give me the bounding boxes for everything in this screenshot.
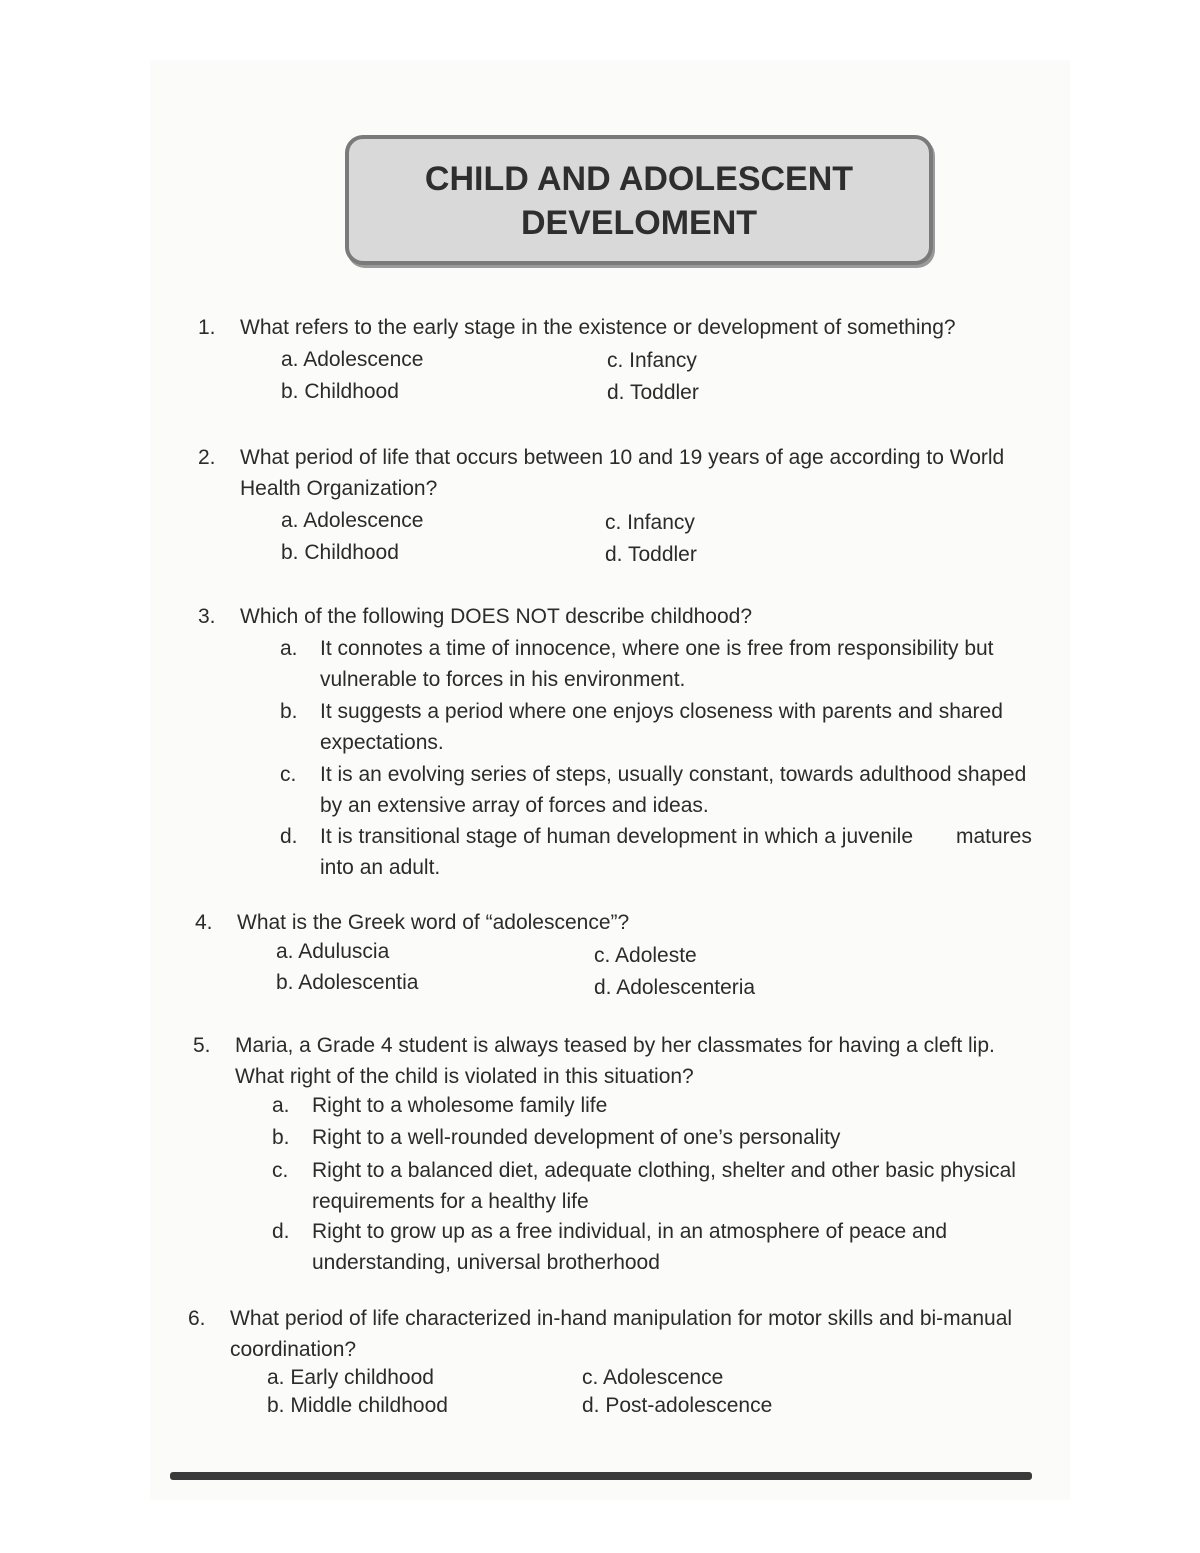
question-5: [193, 1030, 1043, 1092]
option-c: c. Adoleste: [594, 944, 697, 967]
option-a: [280, 633, 1040, 695]
option-text-line-1: Right to a wholesome family life: [312, 1094, 608, 1117]
option-label: c.: [280, 763, 297, 786]
option-d: [272, 1216, 1032, 1278]
option-a: a. Adolescence: [281, 509, 424, 532]
option-a: a. Aduluscia: [276, 940, 390, 963]
option-label: c.: [272, 1159, 289, 1182]
question-text-line-2: coordination?: [230, 1338, 357, 1361]
option-text-line-2: requirements for a healthy life: [312, 1190, 589, 1213]
question-text-line-2: Health Organization?: [240, 477, 438, 500]
option-text-line-1: Right to a well-rounded development of one’s personality: [312, 1126, 841, 1149]
option-c: c. Infancy: [605, 511, 695, 534]
option-text-line-1: It is an evolving series of steps, usually constant, towards adulthood shaped: [320, 763, 1027, 786]
option-b: b. Middle childhood: [267, 1394, 448, 1417]
question-number: 4.: [195, 911, 213, 934]
option-label: b.: [280, 700, 298, 723]
question-text: What is the Greek word of “adolescence”?: [237, 911, 630, 934]
option-label: a.: [280, 637, 298, 660]
bottom-divider: [170, 1472, 1032, 1480]
option-text-line-1: It is transitional stage of human development in which a juvenile: [320, 825, 914, 848]
option-a: a. Early childhood: [267, 1366, 434, 1389]
option-label: d.: [272, 1220, 290, 1243]
option-c: c. Infancy: [607, 349, 697, 372]
question-2: [198, 442, 1048, 504]
option-text-line-1: It suggests a period where one enjoys closeness with parents and shared: [320, 700, 1003, 723]
question-6: [188, 1303, 1048, 1365]
option-d: [280, 821, 1040, 883]
question-number: 1.: [198, 316, 216, 339]
question-3: [198, 601, 998, 632]
option-text-line-1: It connotes a time of innocence, where one is free from responsibility but: [320, 637, 994, 660]
option-text-line-2: by an extensive array of forces and ideas.: [320, 794, 709, 817]
option-text-line-1: Right to grow up as a free individual, in an atmosphere of peace and: [312, 1220, 948, 1243]
option-text-line-2: expectations.: [320, 731, 444, 754]
option-b: b. Childhood: [281, 541, 399, 564]
question-text: Which of the following DOES NOT describe childhood?: [240, 605, 753, 628]
option-label: a.: [272, 1094, 290, 1117]
question-number: 2.: [198, 446, 216, 469]
option-d: d. Post-adolescence: [582, 1394, 773, 1417]
option-a: [272, 1090, 1032, 1121]
option-c: [280, 759, 1040, 821]
question-text-line-1: What period of life characterized in-hand manipulation for motor skills and bi-manual: [230, 1307, 1013, 1330]
option-b: b. Childhood: [281, 380, 399, 403]
question-text-line-1: What period of life that occurs between 10 and 19 years of age according to World: [240, 446, 1005, 469]
option-c: c. Adolescence: [582, 1366, 724, 1389]
option-a: a. Adolescence: [281, 348, 424, 371]
question-4: [195, 907, 995, 938]
question-number: 6.: [188, 1307, 206, 1330]
question-number: 3.: [198, 605, 216, 628]
option-b: b. Adolescentia: [276, 971, 419, 994]
title-box: [345, 135, 933, 265]
option-text-line-2: into an adult.: [320, 856, 441, 879]
option-d: d. Toddler: [607, 381, 699, 404]
option-label: b.: [272, 1126, 290, 1149]
question-1: [198, 312, 998, 343]
option-text-line-1: Right to a balanced diet, adequate clothing, shelter and other basic physical: [312, 1159, 1016, 1182]
question-text-line-2: What right of the child is violated in this situation?: [235, 1065, 694, 1088]
question-number: 5.: [193, 1034, 211, 1057]
title-line-1: CHILD AND ADOLESCENT: [424, 160, 854, 198]
option-b: [280, 696, 1040, 758]
option-d: d. Adolescenteria: [594, 976, 756, 999]
title-line-2: DEVELOMENT: [520, 204, 758, 242]
option-text-line-2: vulnerable to forces in his environment.: [320, 668, 686, 691]
question-text-line-1: Maria, a Grade 4 student is always teased by her classmates for having a cleft lip.: [235, 1034, 995, 1057]
question-text: What refers to the early stage in the existence or development of something?: [240, 316, 956, 339]
option-label: d.: [280, 825, 298, 848]
option-text-line-2: understanding, universal brotherhood: [312, 1251, 660, 1274]
option-c: [272, 1155, 1032, 1217]
option-b: [272, 1122, 1032, 1153]
option-text-line-1-end: matures: [956, 825, 1032, 848]
option-d: d. Toddler: [605, 543, 697, 566]
